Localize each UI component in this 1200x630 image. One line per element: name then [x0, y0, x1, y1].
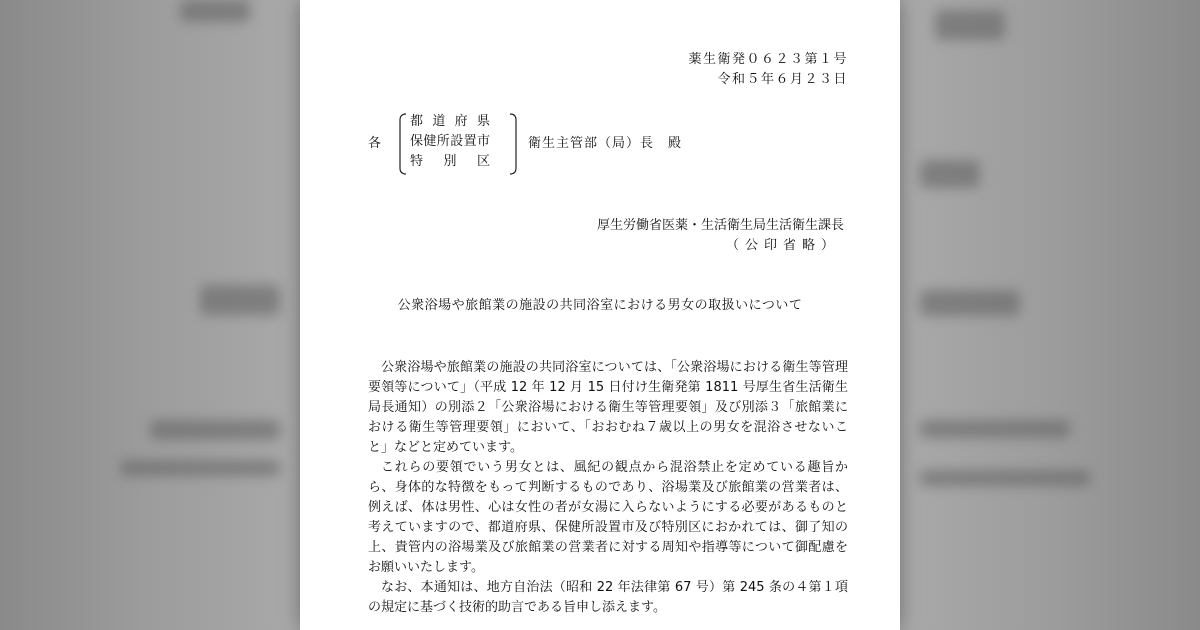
background-blur-shape	[180, 0, 250, 22]
issue-date: 令和５年６月２３日	[717, 72, 848, 87]
addressee-title: 衛生主管部（局）長 殿	[528, 136, 683, 151]
background-blur-shape	[150, 420, 280, 440]
background-blur-shape	[920, 290, 1020, 316]
background-blur-shape	[935, 10, 1005, 40]
background-blur-shape	[920, 420, 1070, 438]
issuer-block	[597, 216, 844, 256]
issuer-name: 厚生労働省医薬・生活衛生局生活衛生課長	[596, 218, 844, 233]
addressee-area: 特別区	[410, 154, 490, 169]
addressee-brace	[396, 112, 488, 172]
reference-block	[688, 50, 848, 90]
addressee-area: 都道府県	[410, 114, 490, 129]
body-paragraph: これらの要領でいう男女とは、風紀の観点から混浴禁止を定めている趣旨から、身体的な特徴をもって判断するものであり、浴場業及び旅館業の営業者は、例えば、体は男性、心は女性の者が女湯に入らないようにする必要があるものと考えていますので、都道府県、保健所設置市及び特別区におかれては、御了知の上、貴管内の浴場業及び旅館業の営業者に対する周知や指導等について御配慮をお願いいたします。	[368, 460, 848, 575]
issuer-stamp-note: （公印省略）	[725, 238, 840, 253]
reference-number: 薬生衛発０６２３第１号	[688, 52, 848, 67]
addressee-area: 保健所設置市	[410, 134, 490, 149]
body-paragraph: なお、本通知は、地方自治法（昭和 22 年法律第 67 号）第 245 条の４第１項の規定に基づく技術的助言である旨申し添えます。	[368, 580, 848, 615]
background-blur-shape	[120, 460, 280, 476]
document-page	[300, 0, 900, 630]
background-blur-shape	[200, 285, 280, 315]
background-blur-shape	[920, 470, 1090, 486]
addressee-area-list	[410, 112, 490, 172]
addressee-prefix: 各	[368, 136, 382, 151]
document-body	[368, 358, 848, 618]
body-paragraph: 公衆浴場や旅館業の施設の共同浴室については、「公衆浴場における衛生等管理要領等について」（平成 12 年 12 月 15 日付け生衛発第 1811 号厚生省生活衛生局長通知）の別添２「公衆浴場における衛生等管理要領」及び別添３「旅館業における衛生等管理要領」において、「おおむね７歳以上の男女を混浴させないこと」などと定めています。	[368, 360, 848, 455]
document-subject: 公衆浴場や旅館業の施設の共同浴室における男女の取扱いについて	[397, 298, 803, 313]
background-blur-shape	[920, 160, 980, 188]
